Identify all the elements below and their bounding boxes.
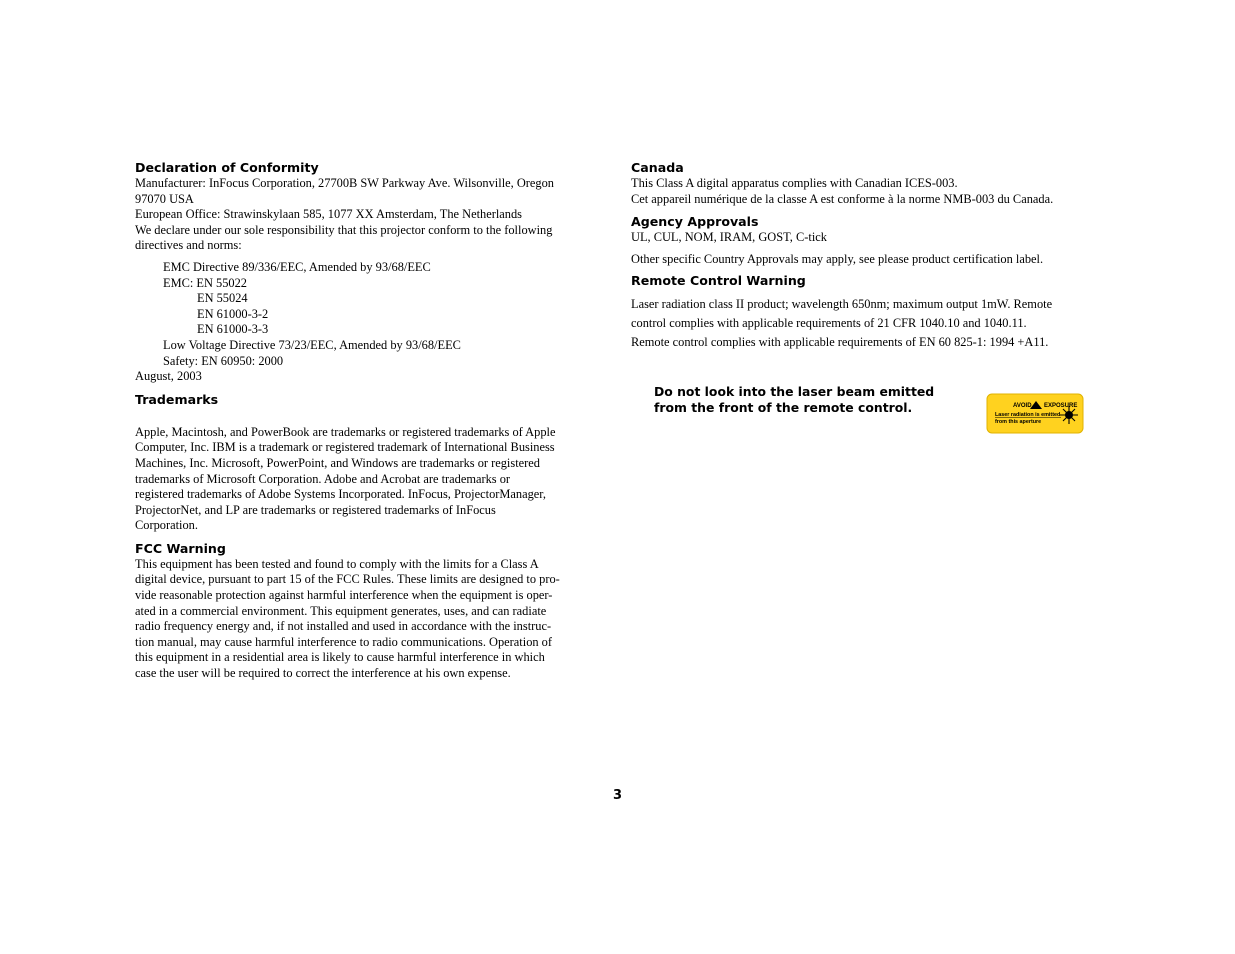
label-avoid-text: AVOID — [1013, 403, 1032, 409]
page-number: 3 — [612, 788, 623, 803]
emc-directive: EMC Directive 89/336/EEC, Amended by 93/68/EEC — [163, 259, 431, 274]
canada-heading: Canada — [631, 160, 684, 175]
fcc-line: tion manual, may cause harmful interference to radio communications. Operation of — [135, 634, 553, 649]
remote-line: Remote control complies with applicable requirements of EN 60 825-1: 1994 +A11. — [631, 334, 1049, 349]
remote-heading: Remote Control Warning — [631, 273, 806, 289]
statement-line-1: We declare under our sole responsibility that this projector conform to the following — [135, 222, 553, 237]
remote-line: Laser radiation class II product; wavelength 650nm; maximum output 1mW. Remote — [631, 297, 1053, 312]
right-column — [631, 160, 1106, 351]
fcc-heading: FCC Warning — [135, 540, 226, 556]
safety-norm: Safety: EN 60950: 2000 — [163, 353, 284, 368]
fcc-line: ated in a commercial environment. This equipment generates, uses, and can radiate — [135, 603, 547, 618]
european-office: European Office: Strawinskylaan 585, 1077 XX Amsterdam, The Netherlands — [135, 207, 523, 222]
label-line-1: Laser radiation is emitted — [995, 412, 1061, 418]
laser-warning — [654, 384, 954, 416]
laser-warning-line-1: Do not look into the laser beam emitted — [654, 384, 935, 399]
label-exposure-text: EXPOSURE — [1044, 403, 1078, 409]
fcc-line: radio frequency energy and, if not installed and used in accordance with the instruc- — [135, 619, 552, 634]
trademarks-line: Apple, Macintosh, and PowerBook are trademarks or registered trademarks of Apple — [135, 424, 556, 439]
emc-norm: EN 61000-3-2 — [197, 306, 269, 321]
trademarks-line: Corporation. — [135, 518, 198, 533]
agency-heading: Agency Approvals — [631, 214, 759, 230]
trademarks-line: registered trademarks of Adobe Systems Incorporated. InFocus, ProjectorManager, — [135, 487, 547, 502]
trademarks-line: Computer, Inc. IBM is a trademark or registered trademark of International Business — [135, 440, 555, 455]
agency-line-1: UL, CUL, NOM, IRAM, GOST, C-tick — [631, 230, 827, 245]
statement-line-2: directives and norms: — [135, 238, 242, 253]
trademarks-line: trademarks of Microsoft Corporation. Adobe and Acrobat are trademarks or — [135, 471, 511, 486]
fcc-line: digital device, pursuant to part 15 of the FCC Rules. These limits are designed to pro- — [135, 572, 560, 587]
emc-en: EMC: EN 55022 — [163, 275, 247, 290]
agency-line-2: Other specific Country Approvals may apply, see please product certification label. — [631, 251, 1044, 266]
emc-norm: EN 55024 — [197, 291, 248, 306]
laser-warning-label — [986, 393, 1084, 434]
fcc-line: this equipment in a residential area is likely to cause harmful interference in which — [135, 650, 545, 665]
fcc-line: case the user will be required to correct the interference at his own expense. — [135, 666, 511, 681]
low-voltage-directive: Low Voltage Directive 73/23/EEC, Amended by 93/68/EEC — [163, 337, 461, 352]
manufacturer-line-1: Manufacturer: InFocus Corporation, 27700B SW Parkway Ave. Wilsonville, Oregon — [135, 176, 554, 190]
left-column — [135, 160, 607, 682]
laser-warning-line-2: from the front of the remote control. — [654, 400, 913, 415]
manufacturer-line-2: 97070 USA — [135, 191, 194, 206]
emc-norm: EN 61000-3-3 — [197, 322, 269, 337]
fcc-line: vide reasonable protection against harmful interference when the equipment is oper- — [135, 588, 553, 603]
declaration-date: August, 2003 — [135, 369, 202, 384]
canada-line-1: This Class A digital apparatus complies with Canadian ICES-003. — [631, 176, 958, 190]
declaration-heading: Declaration of Conformity — [135, 160, 319, 175]
trademarks-line: Machines, Inc. Microsoft, PowerPoint, and Windows are trademarks or registered — [135, 455, 540, 470]
remote-line: control complies with applicable requirements of 21 CFR 1040.10 and 1040.11. — [631, 315, 1027, 330]
label-line-2: from this aperture — [995, 419, 1042, 425]
fcc-line: This equipment has been tested and found to comply with the limits for a Class A — [135, 556, 539, 571]
canada-line-2: Cet appareil numérique de la classe A est conforme à la norme NMB-003 du Canada. — [631, 191, 1054, 206]
trademarks-line: ProjectorNet, and LP are trademarks or registered trademarks of InFocus — [135, 502, 496, 517]
trademarks-heading: Trademarks — [135, 391, 219, 407]
